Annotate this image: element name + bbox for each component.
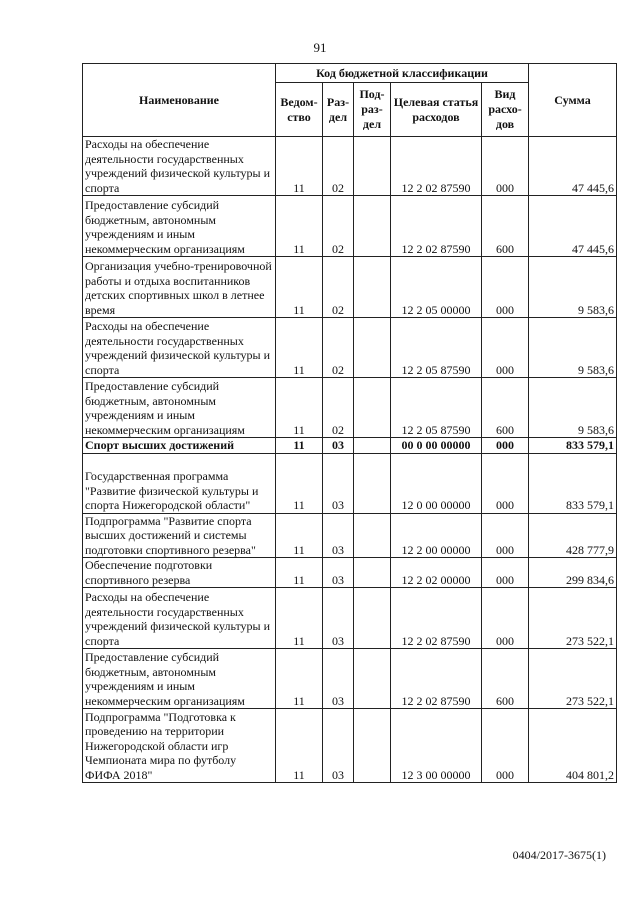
row-name: Подпрограмма "Подготовка к проведению на территории Нижегородской области игр Чемпионата мира по футболу ФИФА 2018" bbox=[83, 709, 276, 783]
row-vid: 000 bbox=[482, 257, 529, 318]
header-name: Наименование bbox=[83, 64, 276, 137]
row-celevaya: 12 2 05 00000 bbox=[391, 257, 482, 318]
row-podrazdel bbox=[354, 513, 391, 558]
header-razdel: Раз-дел bbox=[323, 83, 354, 137]
row-vid: 600 bbox=[482, 378, 529, 438]
row-razdel: 02 bbox=[323, 257, 354, 318]
row-vid: 600 bbox=[482, 649, 529, 709]
table-row bbox=[83, 709, 617, 783]
table-row bbox=[83, 196, 617, 257]
row-name: Государственная программа "Развитие физической культуры и спорта Нижегородской области" bbox=[83, 453, 276, 513]
row-name: Расходы на обеспечение деятельности государственных учреждений физической культуры и спорта bbox=[83, 588, 276, 649]
row-razdel: 03 bbox=[323, 438, 354, 454]
row-vedomstvo: 11 bbox=[276, 453, 323, 513]
table-row bbox=[83, 137, 617, 196]
document-number: 0404/2017-3675(1) bbox=[512, 848, 606, 862]
row-summa: 833 579,1 bbox=[529, 438, 617, 454]
row-name: Расходы на обеспечение деятельности государственных учреждений физической культуры и спорта bbox=[83, 318, 276, 378]
table-row bbox=[83, 588, 617, 649]
row-summa: 428 777,9 bbox=[529, 513, 617, 558]
row-summa: 9 583,6 bbox=[529, 318, 617, 378]
row-razdel: 02 bbox=[323, 196, 354, 257]
row-podrazdel bbox=[354, 378, 391, 438]
row-summa: 404 801,2 bbox=[529, 709, 617, 783]
table-row bbox=[83, 558, 617, 588]
row-vid: 000 bbox=[482, 558, 529, 588]
row-name: Организация учебно-тренировочной работы и отдыха воспитанников детских спортивных школ в летнее время bbox=[83, 257, 276, 318]
row-celevaya: 12 2 02 87590 bbox=[391, 137, 482, 196]
row-vid: 000 bbox=[482, 453, 529, 513]
row-celevaya: 12 2 02 87590 bbox=[391, 588, 482, 649]
row-podrazdel bbox=[354, 453, 391, 513]
row-celevaya: 12 3 00 00000 bbox=[391, 709, 482, 783]
row-name: Предоставление субсидий бюджетным, автономным учреждениям и иным некоммерческим организациям bbox=[83, 378, 276, 438]
row-razdel: 02 bbox=[323, 137, 354, 196]
row-razdel: 03 bbox=[323, 453, 354, 513]
row-celevaya: 12 2 02 00000 bbox=[391, 558, 482, 588]
row-name: Расходы на обеспечение деятельности государственных учреждений физической культуры и спорта bbox=[83, 137, 276, 196]
header-vedomstvo: Ведом-ство bbox=[276, 83, 323, 137]
row-razdel: 03 bbox=[323, 649, 354, 709]
row-razdel: 02 bbox=[323, 318, 354, 378]
table-row bbox=[83, 649, 617, 709]
budget-table bbox=[82, 63, 617, 783]
row-razdel: 03 bbox=[323, 709, 354, 783]
row-vid: 600 bbox=[482, 196, 529, 257]
table-row bbox=[83, 438, 617, 454]
row-podrazdel bbox=[354, 709, 391, 783]
header-code-group: Код бюджетной классификации bbox=[276, 64, 529, 83]
row-summa: 9 583,6 bbox=[529, 378, 617, 438]
row-vedomstvo: 11 bbox=[276, 438, 323, 454]
row-name: Подпрограмма "Развитие спорта высших достижений и системы подготовки спортивного резерва" bbox=[83, 513, 276, 558]
row-summa: 833 579,1 bbox=[529, 453, 617, 513]
row-podrazdel bbox=[354, 257, 391, 318]
row-name: Предоставление субсидий бюджетным, автономным учреждениям и иным некоммерческим организациям bbox=[83, 649, 276, 709]
row-podrazdel bbox=[354, 649, 391, 709]
row-vedomstvo: 11 bbox=[276, 318, 323, 378]
row-vid: 000 bbox=[482, 513, 529, 558]
row-vedomstvo: 11 bbox=[276, 588, 323, 649]
row-celevaya: 12 2 05 87590 bbox=[391, 318, 482, 378]
page-number: 91 bbox=[313, 40, 327, 55]
row-celevaya: 12 0 00 00000 bbox=[391, 453, 482, 513]
row-vedomstvo: 11 bbox=[276, 378, 323, 438]
row-vedomstvo: 11 bbox=[276, 558, 323, 588]
row-celevaya: 12 2 02 87590 bbox=[391, 649, 482, 709]
row-razdel: 03 bbox=[323, 558, 354, 588]
header-vid: Вид расхо-дов bbox=[482, 83, 529, 137]
table-row bbox=[83, 513, 617, 558]
row-summa: 273 522,1 bbox=[529, 649, 617, 709]
table-row bbox=[83, 318, 617, 378]
row-celevaya: 12 2 00 00000 bbox=[391, 513, 482, 558]
row-vedomstvo: 11 bbox=[276, 257, 323, 318]
row-name: Предоставление субсидий бюджетным, автономным учреждениям и иным некоммерческим организациям bbox=[83, 196, 276, 257]
header-celevaya: Целевая статья расходов bbox=[391, 83, 482, 137]
row-vid: 000 bbox=[482, 709, 529, 783]
row-podrazdel bbox=[354, 558, 391, 588]
row-summa: 273 522,1 bbox=[529, 588, 617, 649]
row-podrazdel bbox=[354, 438, 391, 454]
row-podrazdel bbox=[354, 588, 391, 649]
row-summa: 47 445,6 bbox=[529, 137, 617, 196]
header-podrazdel: Под-раз-дел bbox=[354, 83, 391, 137]
row-razdel: 03 bbox=[323, 513, 354, 558]
row-vedomstvo: 11 bbox=[276, 709, 323, 783]
row-vedomstvo: 11 bbox=[276, 649, 323, 709]
row-podrazdel bbox=[354, 318, 391, 378]
row-name: Спорт высших достижений bbox=[83, 438, 276, 454]
row-vid: 000 bbox=[482, 137, 529, 196]
row-razdel: 02 bbox=[323, 378, 354, 438]
row-vedomstvo: 11 bbox=[276, 137, 323, 196]
table-row bbox=[83, 257, 617, 318]
row-vedomstvo: 11 bbox=[276, 196, 323, 257]
row-summa: 9 583,6 bbox=[529, 257, 617, 318]
row-razdel: 03 bbox=[323, 588, 354, 649]
table-row bbox=[83, 378, 617, 438]
row-name: Обеспечение подготовки спортивного резерва bbox=[83, 558, 276, 588]
header-summa: Сумма bbox=[529, 64, 617, 137]
row-celevaya: 00 0 00 00000 bbox=[391, 438, 482, 454]
row-vedomstvo: 11 bbox=[276, 513, 323, 558]
table-row bbox=[83, 453, 617, 513]
row-summa: 47 445,6 bbox=[529, 196, 617, 257]
row-celevaya: 12 2 02 87590 bbox=[391, 196, 482, 257]
row-podrazdel bbox=[354, 137, 391, 196]
row-podrazdel bbox=[354, 196, 391, 257]
row-vid: 000 bbox=[482, 438, 529, 454]
row-vid: 000 bbox=[482, 318, 529, 378]
table-body bbox=[83, 137, 617, 783]
row-celevaya: 12 2 05 87590 bbox=[391, 378, 482, 438]
row-vid: 000 bbox=[482, 588, 529, 649]
row-summa: 299 834,6 bbox=[529, 558, 617, 588]
